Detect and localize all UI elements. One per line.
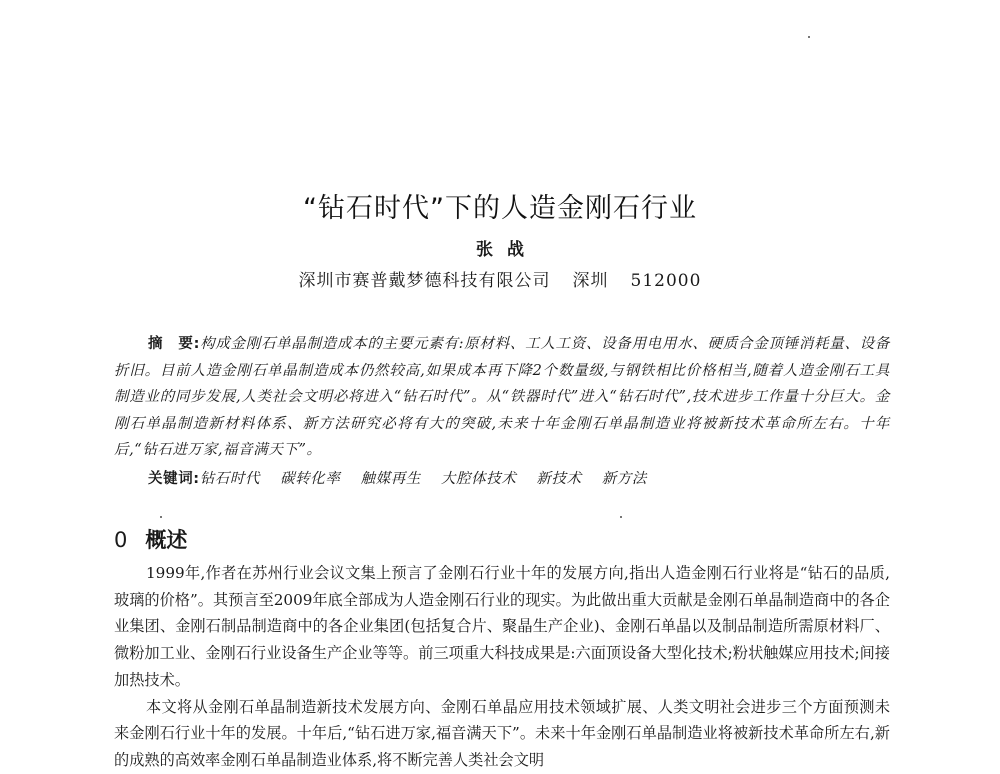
paper-title: “钻石时代”下的人造金刚石行业 <box>303 193 697 224</box>
section-title: 概述 <box>145 528 188 552</box>
affiliation-city: 深圳 <box>572 271 609 291</box>
section-heading <box>114 524 187 554</box>
keyword: 碳转化率 <box>280 471 341 487</box>
abstract-text: 构成金刚石单晶制造成本的主要元素有:原材料、工人工资、设备用电用水、硬质合金顶锤消耗量、设备折旧。目前人造金刚石单晶制造成本仍然较高,如果成本再下降2个数量级,与钢铁相比价格相当,随着人造金刚石工具制造业的同步发展,人类社会文明必将进入“钻石时代”。从“铁器时代”进入“钻石时代”,技术进步工作量十分巨大。金刚石单晶制造新材料体系、新方法研究必将有大的突破,未来十年金刚石单晶制造业将被新技术革命所左右。十年后,“钻石进万家,福音满天下”。 <box>114 336 890 459</box>
keyword: 钻石时代 <box>199 471 261 487</box>
section-number: 0 <box>114 528 128 552</box>
keyword: 新技术 <box>536 471 582 487</box>
keyword: 大腔体技术 <box>440 471 517 487</box>
keyword: 触媒再生 <box>360 471 421 487</box>
author-name: 张战 <box>476 240 538 260</box>
affiliation <box>0 266 1000 291</box>
keyword: 新方法 <box>601 471 648 487</box>
body-text <box>114 560 890 774</box>
keywords-label: 关键词: <box>148 471 200 487</box>
scan-speck <box>620 516 622 518</box>
affiliation-zip: 512000 <box>630 271 702 291</box>
paragraph: 本文将从金刚石单晶制造新技术发展方向、金刚石单晶应用技术领域扩展、人类文明社会进步三个方面预测未来金刚石行业十年的发展。十年后,“钻石进万家,福音满天下”。未来十年金刚石单晶制造业将被新技术革命所左右,新的成熟的高效率金刚石单晶制造业体系,将不断完善人类社会文明 <box>114 697 890 769</box>
paragraph: 1999年,作者在苏州行业会议文集上预言了金刚石行业十年的发展方向,指出人造金刚石行业将是“钻石的品质,玻璃的价格”。其预言至2009年底全部成为人造金刚石行业的现实。为此做出重大贡献是金刚石单晶制造商中的各企业集团、金刚石制品制造商中的各企业集团(包括复合片、聚晶生产企业)、金刚石单晶以及制品制造所需原材料厂、微粉加工业、金刚石行业设备生产企业等等。前三项重大科技成果是:六面顶设备大型化技术;粉状触媒应用技术;间接加热技术。 <box>114 564 890 689</box>
abstract <box>114 331 890 464</box>
affiliation-org: 深圳市赛普戴梦德科技有限公司 <box>298 271 551 291</box>
scan-speck <box>160 516 162 518</box>
abstract-label: 摘 要: <box>148 336 201 352</box>
keywords <box>148 467 888 488</box>
scan-speck <box>808 36 810 38</box>
